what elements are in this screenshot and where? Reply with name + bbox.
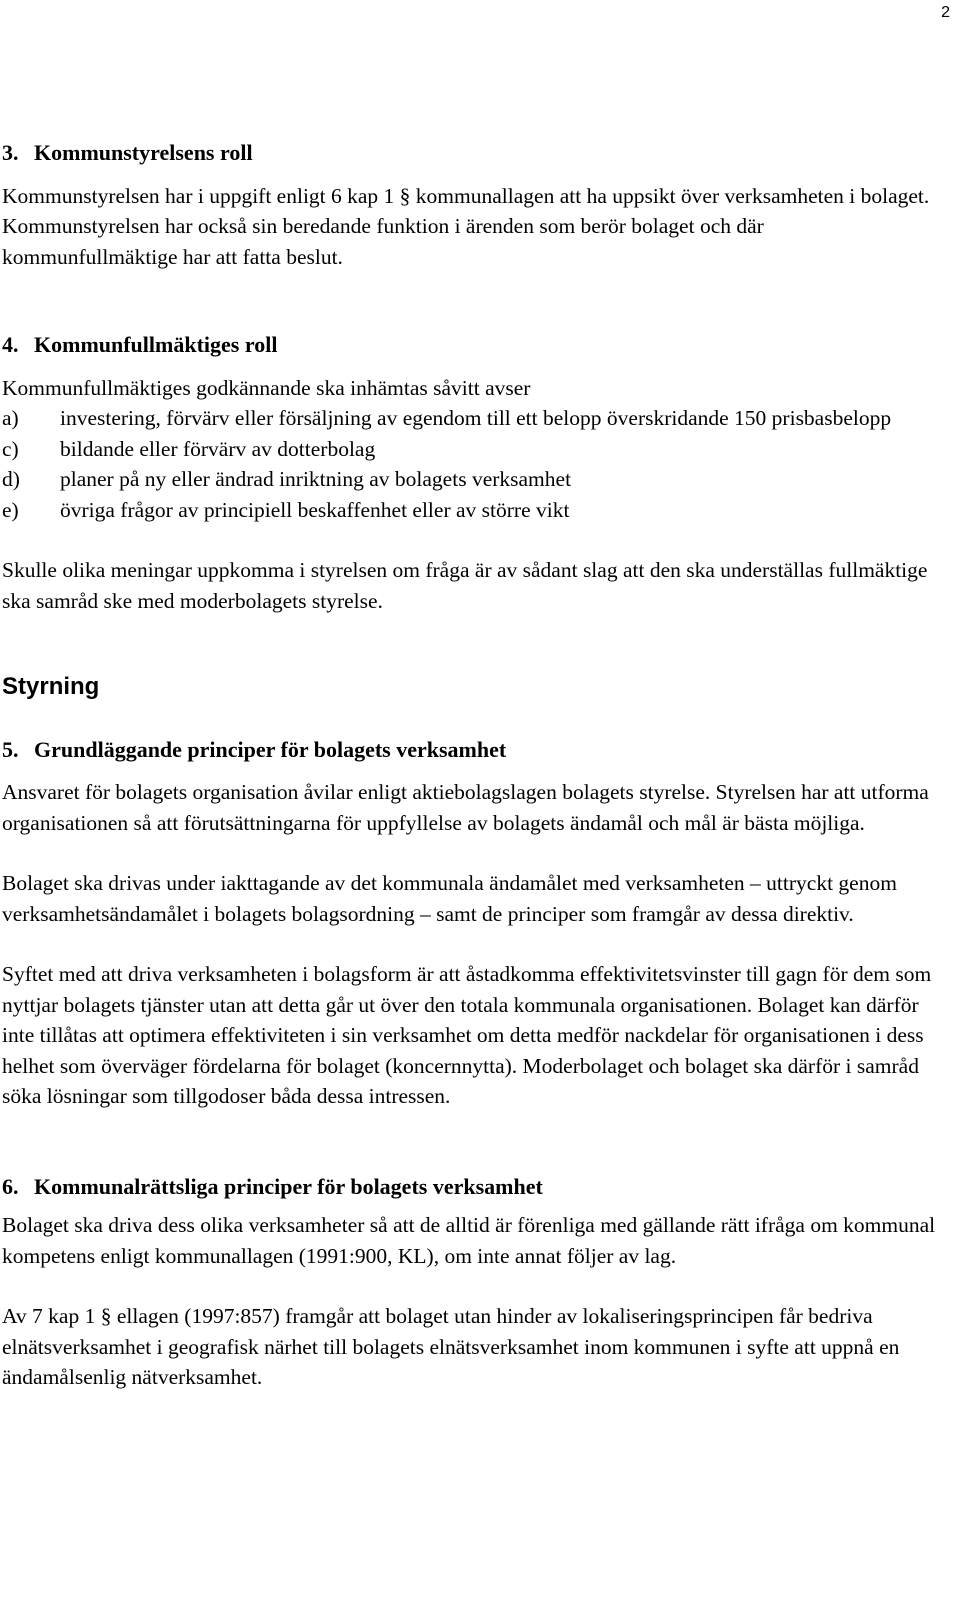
heading-number: 5. xyxy=(2,736,19,762)
list-marker: c) xyxy=(2,436,19,461)
list-marker: e) xyxy=(2,497,19,522)
list-item-text: övriga frågor av principiell beskaffenhet eller av större vikt xyxy=(60,497,570,522)
heading-styrning: Styrning xyxy=(2,673,100,700)
heading-number: 4. xyxy=(2,332,19,357)
paragraph: Bolaget ska drivas under iakttagande av det kommunala ändamålet med verksamheten – uttryckt genom verksamhetsändamålet i bolagets bolagsordning – samt de principer som framgår av dessa direktiv. xyxy=(2,871,897,926)
list-item xyxy=(2,434,942,465)
paragraph: Syftet med att driva verksamheten i bolagsform är att åstadkomma effektivitetsvinster till gagn för dem som nyttjar bolagets tjänster utan att detta går ut över den totala kommunala organisationen. Bolaget kan därför inte tillåtas att optimera effektiviteten i sin verksamhet om detta medför nackdelar för organisationen i dess helhet som överväger fördelarna för bolaget (koncernnytta). Moderbolaget och bolaget ska därför i samråd söka lösningar som tillgodoser båda dessa intressen. xyxy=(2,962,932,1108)
list-item xyxy=(2,464,942,495)
document-body xyxy=(2,138,942,1393)
paragraph: Bolaget ska driva dess olika verksamheter så att de alltid är förenliga med gällande rätt ifråga om kommunal kompetens enligt kommunallagen (1991:900, KL), om inte annat följer av lag. xyxy=(2,1213,936,1268)
approval-list xyxy=(2,403,942,525)
list-marker: d) xyxy=(2,467,20,491)
list-item xyxy=(2,495,942,526)
page-number: 2 xyxy=(941,4,950,21)
heading-kommunstyrelsens-roll xyxy=(2,138,942,169)
heading-text: Grundläggande principer för bolagets verksamhet xyxy=(34,736,507,762)
heading-text: Kommunalrättsliga principer för bolagets verksamhet xyxy=(34,1173,543,1199)
heading-number: 3. xyxy=(2,140,19,165)
list-item-text: bildande eller förvärv av dotterbolag xyxy=(60,436,376,461)
paragraph: Kommunfullmäktiges godkännande ska inhämtas såvitt avser xyxy=(2,375,531,400)
heading-text: Kommunfullmäktiges roll xyxy=(34,332,278,357)
heading-grundlaggande-principer xyxy=(2,735,942,766)
list-marker: a) xyxy=(2,406,19,430)
heading-kommunfullmaktiges-roll xyxy=(2,330,942,361)
heading-text: Kommunstyrelsens roll xyxy=(34,140,253,165)
list-item-text: planer på ny eller ändrad inriktning av bolagets verksamhet xyxy=(60,467,572,491)
paragraph: Kommunstyrelsen har i uppgift enligt 6 kap 1 § kommunallagen att ha uppsikt över verksamheten i bolaget. Kommunstyrelsen har också sin beredande funktion i ärenden som berör bolaget och där kommunfullmäktige har att fatta beslut. xyxy=(2,183,930,269)
paragraph: Skulle olika meningar uppkomma i styrelsen om fråga är av sådant slag att den ska underställas fullmäktige ska samråd ske med moderbolagets styrelse. xyxy=(2,558,928,613)
paragraph: Ansvaret för bolagets organisation åvilar enligt aktiebolagslagen bolagets styrelse. Styrelsen har att utforma organisationen så att förutsättningarna för uppfyllelse av bolagets ändamål och mål är bästa möjliga. xyxy=(2,780,929,835)
heading-kommunalrattsliga-principer xyxy=(2,1172,942,1203)
paragraph: Av 7 kap 1 § ellagen (1997:857) framgår att bolaget utan hinder av lokaliseringsprincipen får bedriva elnätsverksamhet i geografisk närhet till bolagets elnätsverksamhet inom kommunen i syfte att uppnå en ändamålsenlig nätverksamhet. xyxy=(2,1304,900,1389)
list-item xyxy=(2,403,942,434)
heading-number: 6. xyxy=(2,1173,19,1199)
list-item-text: investering, förvärv eller försäljning av egendom till ett belopp överskridande 150 prisbasbelopp xyxy=(60,406,892,430)
